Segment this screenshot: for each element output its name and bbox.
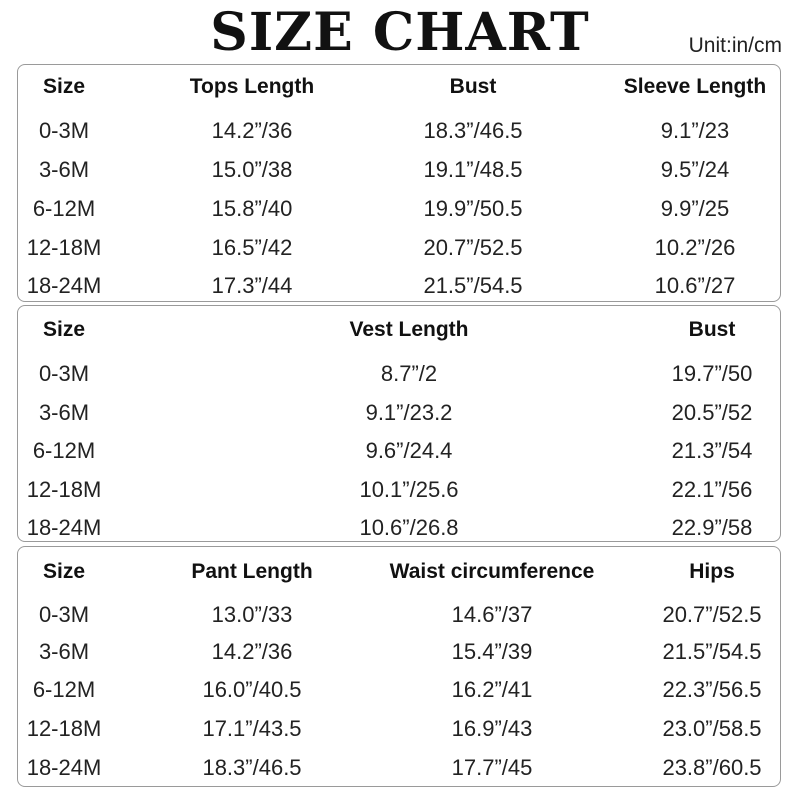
- measurement-cell: 15.8”/40: [211, 196, 293, 221]
- column-header: Pant Length: [191, 560, 313, 583]
- size-cell: 18-24M: [26, 755, 102, 780]
- measurement-cell: 9.6”/24.4: [365, 438, 453, 463]
- size-cell: 0-3M: [38, 602, 90, 627]
- table-row: [18, 755, 780, 783]
- measurement-cell: 21.5”/54.5: [423, 273, 523, 298]
- table-row: [18, 157, 780, 185]
- measurement-cell: 17.7”/45: [451, 755, 533, 780]
- measurement-cell: 9.9”/25: [660, 196, 730, 221]
- measurement-cell: 16.9”/43: [451, 716, 533, 741]
- measurement-cell: 13.0”/33: [211, 602, 293, 627]
- measurement-cell: 10.2”/26: [654, 235, 736, 260]
- measurement-cell: 16.5”/42: [211, 235, 293, 260]
- measurement-cell: 22.9”/58: [671, 515, 753, 540]
- column-header: Bust: [449, 75, 497, 98]
- table-row: [18, 118, 780, 146]
- column-header: Size: [42, 318, 86, 341]
- measurement-cell: 21.5”/54.5: [662, 639, 762, 664]
- table-row: [18, 235, 780, 263]
- measurement-cell: 19.7”/50: [671, 361, 753, 386]
- column-header: Tops Length: [189, 75, 315, 98]
- measurement-cell: 19.1”/48.5: [423, 157, 523, 182]
- size-cell: 0-3M: [38, 361, 90, 386]
- table-row: [18, 273, 780, 301]
- measurement-cell: 8.7”/2: [380, 361, 438, 386]
- column-header: Size: [42, 560, 86, 583]
- measurement-cell: 22.1”/56: [671, 477, 753, 502]
- unit-label: Unit:in/cm: [688, 34, 782, 57]
- tops-size-table: [17, 64, 781, 302]
- column-header: Vest Length: [349, 318, 469, 341]
- size-cell: 12-18M: [26, 235, 102, 260]
- size-cell: 3-6M: [38, 157, 90, 182]
- column-header: Hips: [689, 560, 735, 583]
- measurement-cell: 10.6”/26.8: [359, 515, 459, 540]
- size-cell: 12-18M: [26, 716, 102, 741]
- table-row: [18, 477, 780, 505]
- table-row: [18, 196, 780, 224]
- size-cell: 6-12M: [32, 438, 96, 463]
- pants-size-table: [17, 546, 781, 787]
- measurement-cell: 20.7”/52.5: [423, 235, 523, 260]
- measurement-cell: 14.6”/37: [451, 602, 533, 627]
- column-header: Waist circumference: [389, 560, 595, 583]
- measurement-cell: 17.1”/43.5: [202, 716, 302, 741]
- size-cell: 3-6M: [38, 639, 90, 664]
- column-header: Bust: [688, 318, 736, 341]
- column-header: Size: [42, 75, 86, 98]
- measurement-cell: 17.3”/44: [211, 273, 293, 298]
- measurement-cell: 14.2”/36: [211, 639, 293, 664]
- measurement-cell: 20.7”/52.5: [662, 602, 762, 627]
- measurement-cell: 19.9”/50.5: [423, 196, 523, 221]
- header-row: [18, 318, 780, 346]
- measurement-cell: 23.8”/60.5: [662, 755, 762, 780]
- table-row: [18, 602, 780, 630]
- measurement-cell: 10.6”/27: [654, 273, 736, 298]
- measurement-cell: 9.1”/23.2: [365, 400, 453, 425]
- size-cell: 6-12M: [32, 677, 96, 702]
- measurement-cell: 10.1”/25.6: [359, 477, 459, 502]
- measurement-cell: 18.3”/46.5: [423, 118, 523, 143]
- measurement-cell: 16.0”/40.5: [202, 677, 302, 702]
- size-cell: 12-18M: [26, 477, 102, 502]
- table-row: [18, 515, 780, 543]
- measurement-cell: 23.0”/58.5: [662, 716, 762, 741]
- measurement-cell: 9.5”/24: [660, 157, 730, 182]
- size-cell: 3-6M: [38, 400, 90, 425]
- header-row: [18, 75, 780, 103]
- vest-size-table: [17, 305, 781, 542]
- measurement-cell: 21.3”/54: [671, 438, 753, 463]
- measurement-cell: 22.3”/56.5: [662, 677, 762, 702]
- table-row: [18, 400, 780, 428]
- size-cell: 0-3M: [38, 118, 90, 143]
- size-chart-title: SIZE CHART: [210, 2, 590, 63]
- measurement-cell: 14.2”/36: [211, 118, 293, 143]
- size-cell: 6-12M: [32, 196, 96, 221]
- table-row: [18, 716, 780, 744]
- measurement-cell: 20.5”/52: [671, 400, 753, 425]
- size-cell: 18-24M: [26, 273, 102, 298]
- measurement-cell: 15.0”/38: [211, 157, 293, 182]
- table-row: [18, 677, 780, 705]
- measurement-cell: 15.4”/39: [451, 639, 533, 664]
- measurement-cell: 16.2”/41: [451, 677, 533, 702]
- header-row: [18, 560, 780, 588]
- measurement-cell: 18.3”/46.5: [202, 755, 302, 780]
- table-row: [18, 438, 780, 466]
- column-header: Sleeve Length: [623, 75, 767, 98]
- measurement-cell: 9.1”/23: [660, 118, 730, 143]
- table-row: [18, 639, 780, 667]
- table-row: [18, 361, 780, 389]
- size-cell: 18-24M: [26, 515, 102, 540]
